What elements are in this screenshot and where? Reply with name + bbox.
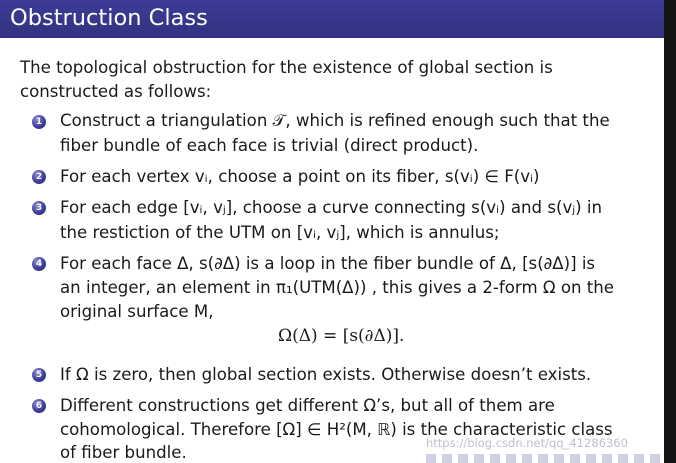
item-number-6: 6 [32,399,46,413]
slide-title: Obstruction Class [10,5,208,31]
item-number-2: 2 [32,170,46,184]
watermark-url: https://blog.csdn.net/qq_41286360 [426,436,628,450]
item-number-5: 5 [32,368,46,382]
item-3-line-1: For each edge [vᵢ, vⱼ], choose a curve connecting s(vᵢ) and s(vⱼ) in [60,198,603,217]
intro-line-1: The topological obstruction for the existence of global section is [20,58,553,77]
item-3-line-2: the restiction of the UTM on [vᵢ, vⱼ], which is annulus; [60,223,500,242]
item-number-3: 3 [32,201,46,215]
item-number-4: 4 [32,257,46,271]
item-5-line-1: If Ω is zero, then global section exists. Otherwise doesn’t exists. [60,365,592,384]
title-bar [0,0,664,38]
item-number-1: 1 [32,115,46,129]
item-4-line-3: original surface M, [60,302,214,321]
item-6-line-3: of fiber bundle. [60,443,187,462]
beamer-navigation-icons[interactable] [426,454,660,463]
item-6-line-2: cohomological. Therefore [Ω] ∈ H²(M, ℝ) is the characteristic class [60,420,613,439]
item-1-line-2: fiber bundle of each face is trivial (direct product). [60,136,479,155]
item-1-line-1: Construct a triangulation 𝒯, which is refined enough such that the [60,111,610,130]
item-4-line-2: an integer, an element in π₁(UTM(Δ)) , this gives a 2-form Ω on the [60,278,615,297]
display-equation: Ω(Δ) = [s(∂Δ)]. [278,326,405,346]
item-6-line-1: Different constructions get different Ω’s, but all of them are [60,396,555,415]
item-2-line-1: For each vertex vᵢ, choose a point on its fiber, s(vᵢ) ∈ F(vᵢ) [60,167,540,186]
intro-line-2: constructed as follows: [20,82,212,101]
window-edge [664,0,676,463]
item-4-line-1: For each face Δ, s(∂Δ) is a loop in the fiber bundle of Δ, [s(∂Δ)] is [60,254,596,273]
